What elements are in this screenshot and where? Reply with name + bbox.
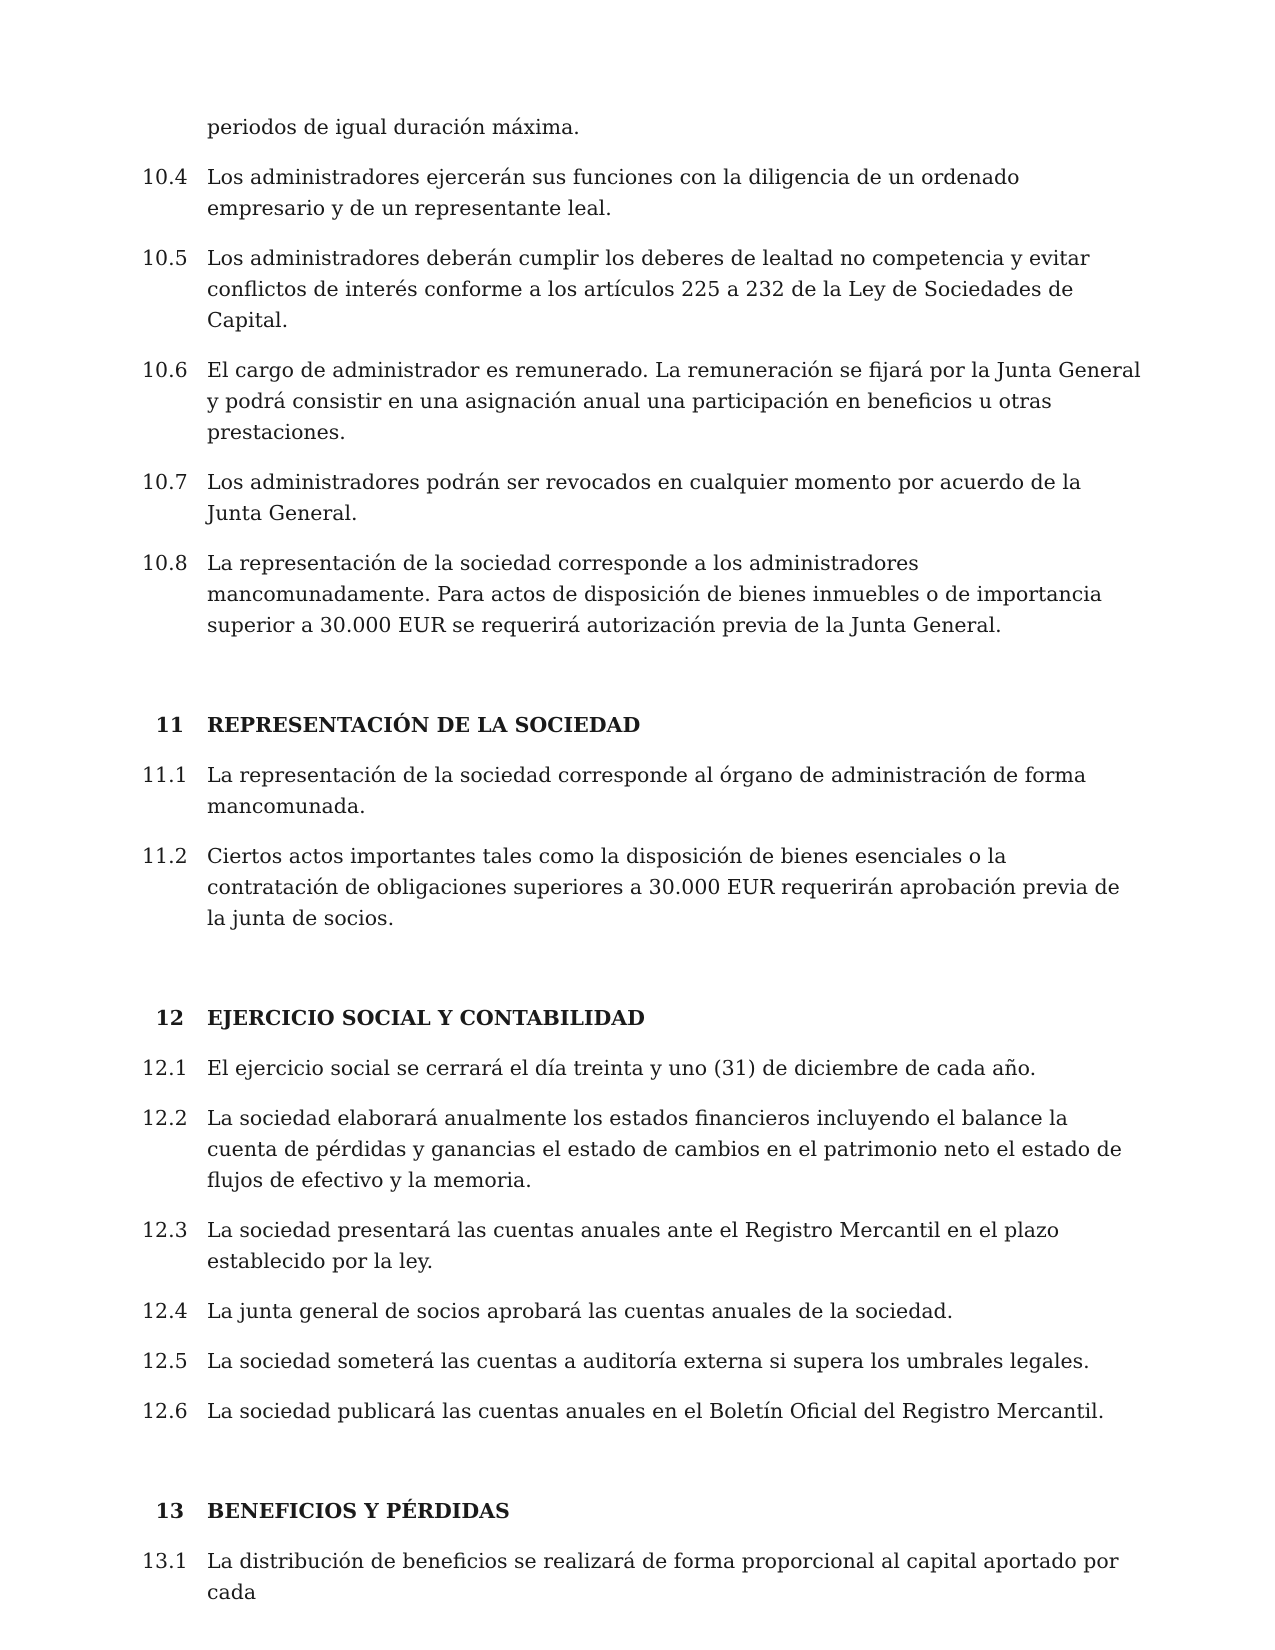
section-title: BENEFICIOS Y PÉRDIDAS (207, 1499, 510, 1523)
section-spacer (142, 1446, 1142, 1496)
item-text: Los administradores ejercerán sus funciones con la diligencia de un ordenado empresario y de un representante leal. (207, 165, 1020, 220)
section-spacer (142, 953, 1142, 1003)
item-text: Los administradores deberán cumplir los deberes de lealtad no competencia y evitar conflictos de interés conforme a los artículos 225 a 232 de la Ley de Sociedades de Capital. (207, 246, 1090, 332)
item-number: 12.2 (142, 1106, 188, 1130)
list-item (142, 243, 1142, 336)
item-number: 11.1 (142, 763, 188, 787)
list-item (142, 760, 1142, 822)
item-text: periodos de igual duración máxima. (207, 115, 580, 139)
item-text: La representación de la sociedad corresponde a los administradores mancomunadamente. Para actos de disposición de bienes inmuebles o de importancia superior a 30.000 EUR se requerirá autorización previa de la Junta General. (207, 551, 1102, 637)
item-number: 12.3 (142, 1218, 188, 1242)
section-spacer (142, 660, 1142, 710)
item-number: 10.5 (142, 246, 188, 270)
item-text: El cargo de administrador es remunerado. La remuneración se fijará por la Junta General y podrá consistir en una asignación anual una participación en beneficios u otras prestaciones. (207, 358, 1141, 444)
item-text: La sociedad someterá las cuentas a auditoría externa si supera los umbrales legales. (207, 1349, 1090, 1373)
list-item (142, 1053, 1142, 1084)
section-number: 12 (155, 1006, 184, 1030)
item-number: 10.4 (142, 165, 188, 189)
item-text: La representación de la sociedad corresponde al órgano de administración de forma mancomunada. (207, 763, 1087, 818)
document-body (142, 112, 1142, 1627)
section-title: REPRESENTACIÓN DE LA SOCIEDAD (207, 713, 641, 737)
section-10-items (142, 162, 1142, 641)
list-item (142, 1103, 1142, 1196)
item-number: 12.6 (142, 1399, 188, 1423)
continuation-paragraph (142, 112, 1142, 143)
item-number: 10.6 (142, 358, 188, 382)
list-item (142, 355, 1142, 448)
list-item (142, 841, 1142, 934)
item-number: 12.1 (142, 1056, 188, 1080)
list-item (142, 162, 1142, 224)
section-number: 11 (155, 713, 184, 737)
section-heading (142, 1496, 1142, 1527)
item-text: La junta general de socios aprobará las cuentas anuales de la sociedad. (207, 1299, 954, 1323)
item-text: Los administradores podrán ser revocados en cualquier momento por acuerdo de la Junta General. (207, 470, 1082, 525)
item-text: La sociedad publicará las cuentas anuales en el Boletín Oficial del Registro Mercantil. (207, 1399, 1105, 1423)
item-number (142, 112, 207, 143)
item-number: 12.5 (142, 1349, 188, 1373)
section-heading (142, 1003, 1142, 1034)
list-item (142, 1396, 1142, 1427)
section-title: EJERCICIO SOCIAL Y CONTABILIDAD (207, 1006, 645, 1030)
list-item (142, 1215, 1142, 1277)
list-item (142, 467, 1142, 529)
item-number: 11.2 (142, 844, 188, 868)
list-item (142, 548, 1142, 641)
item-number: 10.7 (142, 470, 188, 494)
item-text: La sociedad presentará las cuentas anuales ante el Registro Mercantil en el plazo establecido por la ley. (207, 1218, 1060, 1273)
item-number: 13.1 (142, 1549, 188, 1573)
list-item (142, 1296, 1142, 1327)
item-text: La sociedad elaborará anualmente los estados financieros incluyendo el balance la cuenta de pérdidas y ganancias el estado de cambios en el patrimonio neto el estado de flujos de efectivo y la memoria. (207, 1106, 1122, 1192)
item-text: La distribución de beneficios se realizará de forma proporcional al capital aportado por cada (207, 1549, 1119, 1604)
item-text: Ciertos actos importantes tales como la disposición de bienes esenciales o la contratación de obligaciones superiores a 30.000 EUR requerirán aprobación previa de la junta de socios. (207, 844, 1120, 930)
section-heading (142, 710, 1142, 741)
item-text: El ejercicio social se cerrará el día treinta y uno (31) de diciembre de cada año. (207, 1056, 1037, 1080)
item-number: 10.8 (142, 551, 188, 575)
list-item (142, 1546, 1142, 1608)
section-number: 13 (155, 1499, 184, 1523)
item-number: 12.4 (142, 1299, 188, 1323)
list-item (142, 1346, 1142, 1377)
